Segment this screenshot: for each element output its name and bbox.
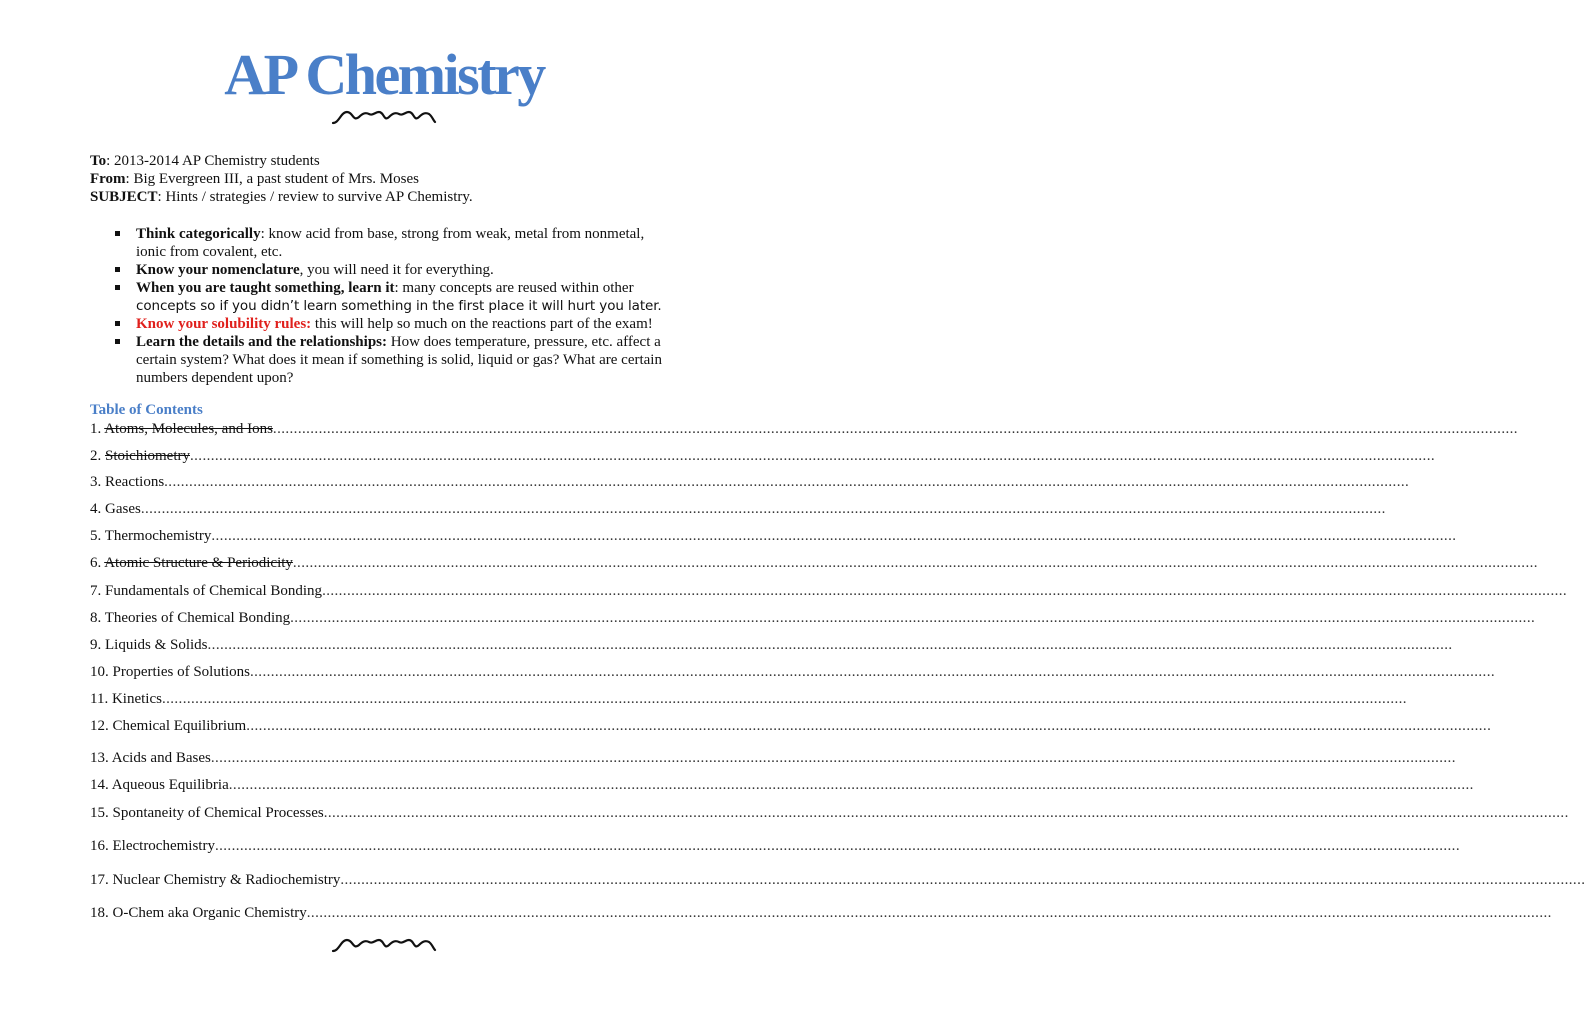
toc-entry: 1. Atoms, Molecules, and Ions ............................................................................................................................................................................................................................................................................................................: [90, 421, 1518, 437]
bullet-square-icon: [115, 231, 120, 236]
wave-ornament-icon: [0, 934, 768, 961]
dot-leader: ............................................................................................................................................................................................................................................................................................................: [306, 905, 1552, 921]
memo-subject: SUBJECT: Hints / strategies / review to survive AP Chemistry.: [90, 189, 473, 205]
list-item: Learn the details and the relationships: How does temperature, pressure, etc. affect a certain system? What does it mean if something is solid, liquid or gas? What are certain numbers dependent upon?: [113, 333, 673, 387]
list-item: Know your solubility rules: this will help so much on the reactions part of the exam!: [113, 315, 673, 333]
list-item: Know your nomenclature, you will need it for everything.: [113, 261, 673, 279]
toc-entry: 5. Thermochemistry ............................................................................................................................................................................................................................................................................................................: [90, 528, 1457, 544]
toc-entry: 16. Electrochemistry ............................................................................................................................................................................................................................................................................................................: [90, 838, 1460, 854]
wave-ornament-icon: [0, 106, 768, 133]
dot-leader: ............................................................................................................................................................................................................................................................................................................: [292, 555, 1538, 571]
toc-entry: 2. Stoichiometry ............................................................................................................................................................................................................................................................................................................: [90, 448, 1435, 464]
dot-leader: ............................................................................................................................................................................................................................................................................................................: [190, 448, 1435, 464]
toc-entry: 17. Nuclear Chemistry & Radiochemistry ............................................................................................................................................................................................................................................................................................................: [90, 872, 1585, 888]
bullet-square-icon: [115, 339, 120, 344]
toc-entry: 14. Aqueous Equilibria ............................................................................................................................................................................................................................................................................................................: [90, 777, 1474, 793]
list-item: Think categorically: know acid from base, strong from weak, metal from nonmetal, ionic from covalent, etc.: [113, 225, 673, 261]
tips-list: [113, 225, 673, 387]
toc-entry: 7. Fundamentals of Chemical Bonding ............................................................................................................................................................................................................................................................................................................: [90, 583, 1568, 599]
dot-leader: ............................................................................................................................................................................................................................................................................................................: [340, 872, 1585, 888]
toc-entry: 6. Atomic Structure & Periodicity ............................................................................................................................................................................................................................................................................................................: [90, 555, 1538, 571]
dot-leader: ............................................................................................................................................................................................................................................................................................................: [161, 691, 1407, 707]
dot-leader: ............................................................................................................................................................................................................................................................................................................: [322, 583, 1568, 599]
bullet-square-icon: [115, 285, 120, 290]
list-item: When you are taught something, learn it: many concepts are reused within other concepts so if you didn’t learn something in the first place it will hurt you later.: [113, 279, 673, 315]
dot-leader: ............................................................................................................................................................................................................................................................................................................: [207, 637, 1453, 653]
bullet-square-icon: [115, 267, 120, 272]
dot-leader: ............................................................................................................................................................................................................................................................................................................: [323, 805, 1569, 821]
memo-header: [90, 152, 473, 206]
toc-entry: 8. Theories of Chemical Bonding ............................................................................................................................................................................................................................................................................................................: [90, 610, 1536, 626]
dot-leader: ............................................................................................................................................................................................................................................................................................................: [250, 664, 1495, 680]
bullet-square-icon: [115, 321, 120, 326]
toc-entry: 4. Gases ............................................................................................................................................................................................................................................................................................................: [90, 501, 1386, 517]
dot-leader: ............................................................................................................................................................................................................................................................................................................: [246, 718, 1492, 734]
toc-entry: 18. O-Chem aka Organic Chemistry ............................................................................................................................................................................................................................................................................................................: [90, 905, 1552, 921]
toc-title: Table of Contents: [90, 402, 203, 418]
dot-leader: ............................................................................................................................................................................................................................................................................................................: [214, 838, 1460, 854]
dot-leader: ............................................................................................................................................................................................................................................................................................................: [210, 750, 1456, 766]
dot-leader: ............................................................................................................................................................................................................................................................................................................: [164, 474, 1410, 490]
dot-leader: ............................................................................................................................................................................................................................................................................................................: [290, 610, 1536, 626]
memo-to: To: 2013-2014 AP Chemistry students: [90, 153, 320, 169]
dot-leader: ............................................................................................................................................................................................................................................................................................................: [228, 777, 1474, 793]
toc-entry: 10. Properties of Solutions ............................................................................................................................................................................................................................................................................................................: [90, 664, 1495, 680]
dot-leader: ............................................................................................................................................................................................................................................................................................................: [272, 421, 1518, 437]
toc-entry: 13. Acids and Bases ............................................................................................................................................................................................................................................................................................................: [90, 750, 1456, 766]
toc-entry: 11. Kinetics ............................................................................................................................................................................................................................................................................................................: [90, 691, 1407, 707]
page-title: AP Chemistry: [224, 42, 544, 107]
toc-entry: 3. Reactions ............................................................................................................................................................................................................................................................................................................: [90, 474, 1410, 490]
dot-leader: ............................................................................................................................................................................................................................................................................................................: [211, 528, 1457, 544]
dot-leader: ............................................................................................................................................................................................................................................................................................................: [140, 501, 1386, 517]
toc-entry: 9. Liquids & Solids ............................................................................................................................................................................................................................................................................................................: [90, 637, 1453, 653]
toc-entry: 15. Spontaneity of Chemical Processes ............................................................................................................................................................................................................................................................................................................: [90, 805, 1569, 821]
toc-entry: 12. Chemical Equilibrium ............................................................................................................................................................................................................................................................................................................: [90, 718, 1492, 734]
memo-from: From: Big Evergreen III, a past student of Mrs. Moses: [90, 171, 419, 187]
